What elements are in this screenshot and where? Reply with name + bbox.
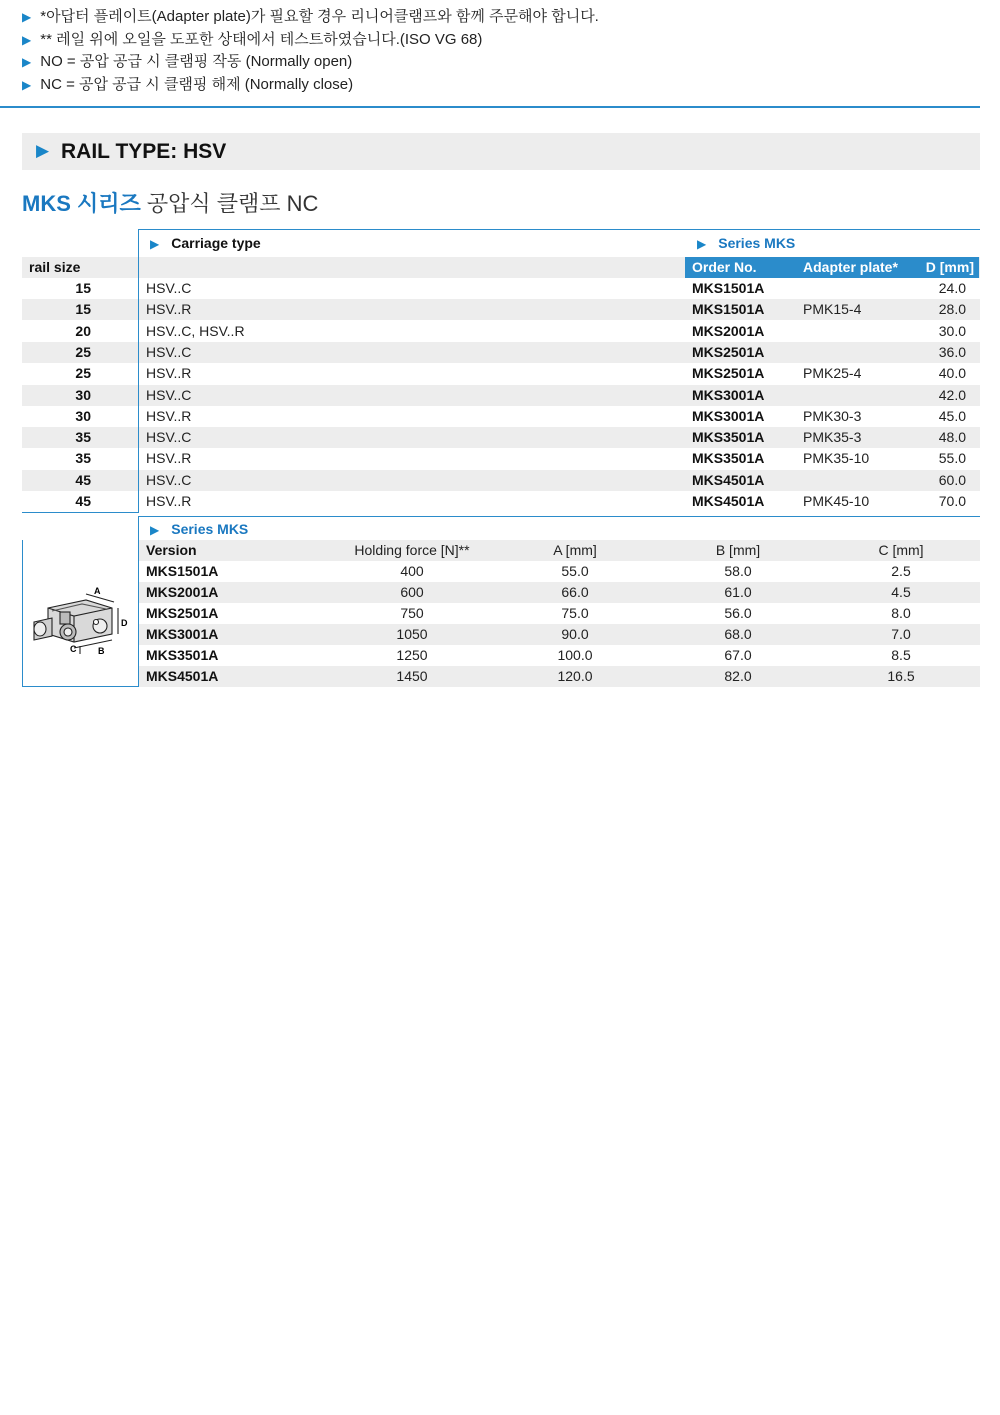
note-item: ▶ NC = 공압 공급 시 클램핑 해제 (Normally close) bbox=[22, 75, 354, 93]
b-mm-cell: 56.0 bbox=[724, 604, 752, 621]
version-cell: MKS3001A bbox=[146, 625, 219, 642]
d-mm-cell: 28.0 bbox=[938, 301, 966, 318]
order-no-header: Order No. bbox=[692, 259, 757, 275]
carriage-type-cell: HSV..C bbox=[146, 386, 192, 403]
table-row bbox=[22, 448, 980, 469]
c-mm-cell: 2.5 bbox=[891, 563, 911, 579]
clamp-diagram-svg bbox=[30, 578, 134, 660]
a-mm-cell: 66.0 bbox=[561, 583, 589, 600]
table1-top-rule bbox=[138, 229, 980, 230]
note-item: ▶ ** 레일 위에 오일을 도포한 상태에서 테스트하였습니다.(ISO VG 68) bbox=[22, 30, 483, 48]
d-mm-cell: 45.0 bbox=[938, 407, 966, 424]
adapter-plate-cell bbox=[803, 321, 913, 342]
section-title bbox=[22, 187, 318, 218]
order-no-cell: MKS1501A bbox=[692, 280, 765, 296]
table-row bbox=[22, 278, 980, 299]
rail-size-cell: 45 bbox=[75, 471, 91, 488]
rail-size-cell: 20 bbox=[75, 322, 91, 339]
adapter-plate-cell: PMK45-10 bbox=[803, 493, 870, 509]
carriage-type-cell: HSV..R bbox=[146, 493, 192, 509]
note-item: ▶ NO = 공압 공급 시 클램핑 작동 (Normally open) bbox=[22, 53, 353, 70]
table-row bbox=[22, 321, 980, 342]
order-no-cell: MKS2001A bbox=[692, 322, 765, 339]
order-no-cell: MKS3501A bbox=[692, 450, 765, 467]
table-row bbox=[139, 582, 980, 603]
diagram-bottom-rule bbox=[22, 686, 139, 687]
carriage-type-cell: HSV..C, HSV..R bbox=[146, 322, 245, 339]
table2-header-row bbox=[139, 540, 980, 561]
holding-force-cell: 1250 bbox=[396, 646, 428, 663]
adapter-plate-cell: PMK25-4 bbox=[803, 365, 862, 382]
section-title-series: MKS 시리즈 bbox=[22, 191, 141, 216]
carriage-type-cell: HSV..R bbox=[146, 407, 192, 424]
table-row bbox=[22, 385, 980, 406]
a-mm-cell: 75.0 bbox=[561, 604, 589, 621]
order-no-cell: MKS4501A bbox=[692, 471, 765, 488]
a-mm-cell: 90.0 bbox=[561, 625, 589, 642]
table-row bbox=[22, 491, 980, 512]
d-mm-cell: 36.0 bbox=[938, 343, 966, 360]
table-row bbox=[139, 624, 980, 645]
version-cell: MKS2001A bbox=[146, 583, 219, 600]
carriage-type-cell: HSV..C bbox=[146, 429, 192, 446]
holding-force-cell: 1050 bbox=[396, 625, 428, 642]
carriage-type-cell: HSV..R bbox=[146, 450, 192, 467]
adapter-plate-cell bbox=[803, 278, 913, 299]
version-cell: MKS1501A bbox=[146, 563, 219, 579]
triangle-bullet-icon: ▶ bbox=[697, 237, 707, 251]
carriage-type-cell: HSV..C bbox=[146, 280, 192, 296]
adapter-plate-cell bbox=[803, 385, 913, 406]
table-row bbox=[22, 342, 980, 363]
rail-size-cell: 35 bbox=[75, 429, 91, 446]
holding-force-cell: 1450 bbox=[396, 667, 428, 684]
table-row bbox=[22, 470, 980, 491]
adapter-plate-header: Adapter plate* bbox=[803, 259, 898, 275]
d-mm-cell: 24.0 bbox=[938, 280, 966, 296]
c-mm-cell: 7.0 bbox=[891, 625, 911, 642]
holding-force-cell: 750 bbox=[400, 604, 424, 621]
d-mm-cell: 30.0 bbox=[938, 322, 966, 339]
triangle-bullet-icon: ▶ bbox=[22, 32, 32, 47]
holding-force-cell: 600 bbox=[400, 583, 424, 600]
a-mm-cell: 55.0 bbox=[561, 563, 589, 579]
rail-size-cell: 30 bbox=[75, 407, 91, 424]
carriage-type-cell: HSV..C bbox=[146, 471, 192, 488]
d-mm-cell: 40.0 bbox=[938, 365, 966, 382]
c-mm-cell: 4.5 bbox=[891, 583, 911, 600]
carriage-type-cell: HSV..R bbox=[146, 301, 192, 318]
b-mm-cell: 68.0 bbox=[724, 625, 752, 642]
rail-size-cell: 45 bbox=[75, 493, 91, 509]
rail-size-cell: 35 bbox=[75, 450, 91, 467]
order-no-cell: MKS3001A bbox=[692, 386, 765, 403]
table-row bbox=[22, 427, 980, 448]
series-mks-header: ▶ Series MKS bbox=[697, 235, 796, 251]
rail-size-cell: 25 bbox=[75, 343, 91, 360]
section-divider bbox=[0, 106, 980, 108]
carriage-type-cell: HSV..C bbox=[146, 343, 192, 360]
rail-type-bar bbox=[22, 133, 980, 170]
adapter-plate-cell bbox=[803, 470, 913, 491]
rail-size-cell: 25 bbox=[75, 365, 91, 382]
table-row bbox=[139, 645, 980, 666]
adapter-plate-cell: PMK30-3 bbox=[803, 407, 862, 424]
a-mm-cell: 100.0 bbox=[557, 646, 593, 663]
table-row bbox=[22, 406, 980, 427]
order-no-cell: MKS3001A bbox=[692, 407, 765, 424]
triangle-bullet-icon: ▶ bbox=[150, 523, 160, 537]
table-row bbox=[139, 603, 980, 624]
order-no-cell: MKS2501A bbox=[692, 343, 765, 360]
d-mm-cell: 60.0 bbox=[938, 471, 966, 488]
table-row bbox=[139, 561, 980, 582]
holding-force-header: Holding force [N]** bbox=[354, 542, 470, 558]
rail-size-cell: 30 bbox=[75, 386, 91, 403]
triangle-bullet-icon: ▶ bbox=[22, 55, 32, 69]
rail-size-header: rail size bbox=[29, 259, 81, 275]
order-header-block bbox=[685, 257, 979, 278]
a-mm-header: A [mm] bbox=[553, 542, 597, 558]
a-mm-cell: 120.0 bbox=[557, 667, 593, 684]
d-mm-header: D [mm] bbox=[925, 259, 974, 275]
diagram-right-rule bbox=[138, 516, 139, 687]
c-mm-cell: 8.0 bbox=[891, 604, 911, 621]
table-row bbox=[139, 666, 980, 687]
table2-series-header: ▶ Series MKS bbox=[150, 521, 249, 537]
version-cell: MKS4501A bbox=[146, 667, 219, 684]
d-mm-cell: 48.0 bbox=[938, 429, 966, 446]
table-row bbox=[22, 363, 980, 384]
b-mm-header: B [mm] bbox=[715, 542, 761, 558]
version-cell: MKS2501A bbox=[146, 604, 219, 621]
b-mm-cell: 61.0 bbox=[724, 583, 752, 600]
table1-vertical-rule bbox=[138, 229, 139, 513]
c-mm-cell: 16.5 bbox=[887, 667, 915, 684]
table2-top-rule bbox=[138, 516, 980, 517]
c-mm-header: C [mm] bbox=[878, 542, 924, 558]
rail-size-cell: 15 bbox=[75, 280, 91, 296]
triangle-bullet-icon: ▶ bbox=[150, 237, 160, 251]
note-item: ▶ *아답터 플레이트(Adapter plate)가 필요할 경우 리니어클램프와 함께 주문해야 합니다. bbox=[22, 8, 599, 25]
adapter-plate-cell: PMK35-3 bbox=[803, 429, 862, 446]
order-no-cell: MKS3501A bbox=[692, 429, 765, 446]
dim-label-b: B bbox=[98, 646, 105, 656]
order-no-cell: MKS4501A bbox=[692, 493, 765, 509]
notes-list bbox=[22, 6, 599, 96]
triangle-bullet-icon: ▶ bbox=[22, 10, 32, 24]
triangle-bullet-icon: ▶ bbox=[36, 141, 50, 160]
adapter-plate-cell: PMK15-4 bbox=[803, 301, 862, 318]
dim-label-c: C bbox=[70, 644, 77, 654]
dim-label-a: A bbox=[94, 586, 101, 596]
triangle-bullet-icon: ▶ bbox=[22, 77, 32, 92]
rail-type-label: RAIL TYPE: HSV bbox=[61, 140, 227, 163]
dim-label-d: D bbox=[121, 618, 128, 628]
table-row bbox=[22, 299, 980, 320]
carriage-type-cell: HSV..R bbox=[146, 365, 192, 382]
adapter-plate-cell bbox=[803, 342, 913, 363]
d-mm-cell: 42.0 bbox=[938, 386, 966, 403]
rail-size-cell: 15 bbox=[75, 301, 91, 318]
table1-bottom-rule bbox=[22, 512, 139, 513]
d-mm-cell: 70.0 bbox=[938, 493, 966, 509]
d-mm-cell: 55.0 bbox=[938, 450, 966, 467]
clamp-dimension-diagram bbox=[30, 578, 134, 660]
order-no-cell: MKS2501A bbox=[692, 365, 765, 382]
version-header: Version bbox=[146, 542, 197, 558]
adapter-plate-cell: PMK35-10 bbox=[803, 450, 870, 467]
version-cell: MKS3501A bbox=[146, 646, 219, 663]
b-mm-cell: 58.0 bbox=[724, 563, 752, 579]
carriage-type-header: ▶ Carriage type bbox=[150, 235, 261, 251]
b-mm-cell: 82.0 bbox=[724, 667, 752, 684]
c-mm-cell: 8.5 bbox=[891, 646, 911, 663]
order-no-cell: MKS1501A bbox=[692, 301, 765, 318]
b-mm-cell: 67.0 bbox=[724, 646, 752, 663]
holding-force-cell: 400 bbox=[400, 563, 424, 579]
section-title-rest: 공압식 클램프 NC bbox=[146, 191, 319, 216]
diagram-left-rule bbox=[22, 540, 23, 687]
